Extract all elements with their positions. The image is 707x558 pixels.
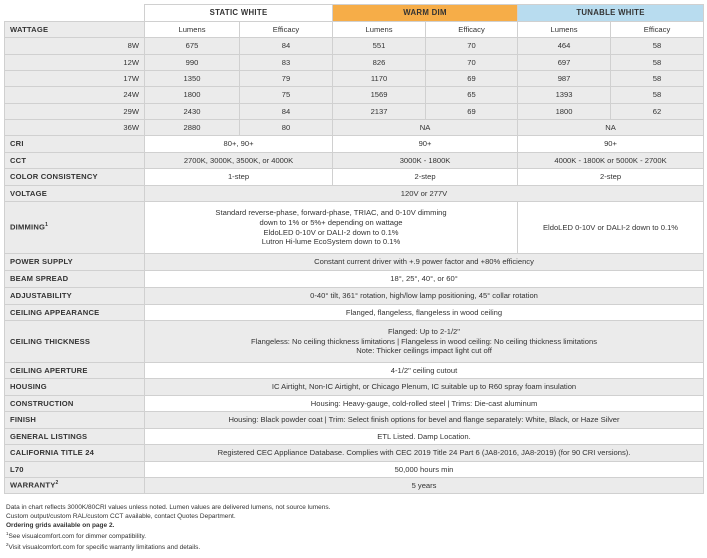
warm-lumens: 1170 xyxy=(333,71,426,87)
warm-lumens: 1569 xyxy=(333,87,426,104)
power-supply-value: Constant current driver with +.9 power factor and +80% efficiency xyxy=(145,254,704,271)
construction-row xyxy=(5,396,704,412)
tunable-lumens: 987 xyxy=(518,71,611,87)
note-data: Data in chart reflects 3000K/80CRI values unless noted. Lumen values are delivered lumens, not source lumens. xyxy=(6,504,331,511)
title24-value: Registered CEC Appliance Database. Complies with CEC 2019 Title 24 Part 6 (JA8-2016, JA8-2019) (for 90 CRI versions). xyxy=(145,445,704,462)
construction-label: CONSTRUCTION xyxy=(5,396,145,412)
warm-lumens-head: Lumens xyxy=(333,22,426,38)
l70-row xyxy=(5,462,704,478)
cri-static: 80+, 90+ xyxy=(145,136,333,153)
footnotes xyxy=(6,504,330,553)
wattage-value: 12W xyxy=(5,55,145,71)
cri-warm: 90+ xyxy=(333,136,518,153)
tunable-na: NA xyxy=(518,120,704,136)
static-efficacy: 84 xyxy=(240,38,333,55)
static-efficacy: 75 xyxy=(240,87,333,104)
tunable-lumens-head: Lumens xyxy=(518,22,611,38)
cct-static: 2700K, 3000K, 3500K, or 4000K xyxy=(145,153,333,169)
warm-efficacy: 69 xyxy=(426,104,518,120)
cri-row xyxy=(5,136,704,153)
warranty-label: WARRANTY$^2$ xyxy=(5,478,145,494)
l70-value: 50,000 hours min xyxy=(145,462,704,478)
wattage-row xyxy=(5,71,704,87)
footnote-2: $^2$Visit visualcomfort.com for specific warranty limitations and details. xyxy=(6,542,201,552)
warm-lumens: 551 xyxy=(333,38,426,55)
dimming-standard: Standard reverse-phase, forward-phase, TRIAC, and 0-10V dimming down to 1% or 5%+ depending on wattage EldoLED 0-10V or DALI-2 down to 0.1% Lutron Hi-lume EcoSystem down to 0.1% xyxy=(145,202,518,254)
color-consistency-row xyxy=(5,169,704,186)
static-efficacy: 84 xyxy=(240,104,333,120)
tunable-lumens: 1800 xyxy=(518,104,611,120)
voltage-value: 120V or 277V xyxy=(145,186,704,202)
wattage-value: 36W xyxy=(5,120,145,136)
static-lumens: 1800 xyxy=(145,87,240,104)
wattage-value: 8W xyxy=(5,38,145,55)
warm-efficacy: 70 xyxy=(426,38,518,55)
cct-warm: 3000K - 1800K xyxy=(333,153,518,169)
warm-na: NA xyxy=(333,120,518,136)
static-lumens: 1350 xyxy=(145,71,240,87)
beam-spread-label: BEAM SPREAD xyxy=(5,271,145,288)
tunable-efficacy: 58 xyxy=(611,71,704,87)
dimming-tunable: EldoLED 0-10V or DALI-2 down to 0.1% xyxy=(518,202,704,254)
warranty-value: 5 years xyxy=(145,478,704,494)
l70-label: L70 xyxy=(5,462,145,478)
wattage-value: 29W xyxy=(5,104,145,120)
warranty-row xyxy=(5,478,704,494)
title24-label: CALIFORNIA TITLE 24 xyxy=(5,445,145,462)
housing-row xyxy=(5,379,704,396)
warm-lumens: 826 xyxy=(333,55,426,71)
dimming-row xyxy=(5,202,704,254)
static-lumens: 2430 xyxy=(145,104,240,120)
tunable-lumens: 464 xyxy=(518,38,611,55)
tunable-efficacy: 62 xyxy=(611,104,704,120)
static-efficacy: 79 xyxy=(240,71,333,87)
general-listings-value: ETL Listed. Damp Location. xyxy=(145,429,704,445)
cct-tunable: 4000K - 1800K or 5000K - 2700K xyxy=(518,153,704,169)
construction-value: Housing: Heavy-gauge, cold-rolled steel | Trims: Die-cast aluminum xyxy=(145,396,704,412)
wattage-row xyxy=(5,55,704,71)
static-lumens: 990 xyxy=(145,55,240,71)
wattage-value: 17W xyxy=(5,71,145,87)
cc-warm: 2-step xyxy=(333,169,518,186)
warm-dim-header: WARM DIM xyxy=(333,5,518,22)
wattage-row xyxy=(5,104,704,120)
power-supply-row xyxy=(5,254,704,271)
tunable-efficacy-head: Efficacy xyxy=(611,22,704,38)
finish-value: Housing: Black powder coat | Trim: Select finish options for bevel and flange separately: White, Black, or Haze Silver xyxy=(145,412,704,429)
ceiling-appearance-label: CEILING APPEARANCE xyxy=(5,305,145,321)
wattage-row xyxy=(5,87,704,104)
note-ordering: Ordering grids available on page 2. xyxy=(6,521,115,529)
general-listings-row xyxy=(5,429,704,445)
group-header-row xyxy=(5,5,704,22)
wattage-value: 24W xyxy=(5,87,145,104)
housing-label: HOUSING xyxy=(5,379,145,396)
ceiling-thickness-label: CEILING THICKNESS xyxy=(5,321,145,363)
static-lumens: 675 xyxy=(145,38,240,55)
voltage-row xyxy=(5,186,704,202)
tunable-efficacy: 58 xyxy=(611,55,704,71)
warm-efficacy: 70 xyxy=(426,55,518,71)
tunable-white-header: TUNABLE WHITE xyxy=(518,5,704,22)
title24-row xyxy=(5,445,704,462)
warm-efficacy: 65 xyxy=(426,87,518,104)
general-listings-label: GENERAL LISTINGS xyxy=(5,429,145,445)
ceiling-appearance-row xyxy=(5,305,704,321)
static-white-header: STATIC WHITE xyxy=(145,5,333,22)
cri-label: CRI xyxy=(5,136,145,153)
ceiling-thickness-value: Flanged: Up to 2-1/2" Flangeless: No ceiling thickness limitations | Flangeless in wood ceiling: No ceiling thickness limitations Note: Thicker ceilings impact light cut off xyxy=(145,321,704,363)
static-efficacy: 83 xyxy=(240,55,333,71)
cct-row xyxy=(5,153,704,169)
voltage-label: VOLTAGE xyxy=(5,186,145,202)
wattage-row xyxy=(5,120,704,136)
static-efficacy: 80 xyxy=(240,120,333,136)
cc-tunable: 2-step xyxy=(518,169,704,186)
blank-corner xyxy=(5,5,145,22)
ceiling-aperture-label: CEILING APERTURE xyxy=(5,363,145,379)
tunable-efficacy: 58 xyxy=(611,38,704,55)
spec-table xyxy=(4,4,704,494)
ceiling-aperture-row xyxy=(5,363,704,379)
tunable-efficacy: 58 xyxy=(611,87,704,104)
static-lumens: 2880 xyxy=(145,120,240,136)
adjustability-row xyxy=(5,288,704,305)
warm-efficacy-head: Efficacy xyxy=(426,22,518,38)
ceiling-aperture-value: 4-1/2" ceiling cutout xyxy=(145,363,704,379)
adjustability-label: ADJUSTABILITY xyxy=(5,288,145,305)
tunable-lumens: 1393 xyxy=(518,87,611,104)
finish-label: FINISH xyxy=(5,412,145,429)
finish-row xyxy=(5,412,704,429)
adjustability-value: 0-40° tilt, 361° rotation, high/low lamp positioning, 45° collar rotation xyxy=(145,288,704,305)
static-lumens-head: Lumens xyxy=(145,22,240,38)
tunable-lumens: 697 xyxy=(518,55,611,71)
housing-value: IC Airtight, Non-IC Airtight, or Chicago Plenum, IC suitable up to R60 spray foam insulation xyxy=(145,379,704,396)
dimming-label: DIMMING$^1$ xyxy=(5,202,145,254)
wattage-row xyxy=(5,38,704,55)
color-consistency-label: COLOR CONSISTENCY xyxy=(5,169,145,186)
subheader-row xyxy=(5,22,704,38)
cc-static: 1-step xyxy=(145,169,333,186)
footnote-1: $^1$See visualcomfort.com for dimmer compatibility. xyxy=(6,530,147,541)
beam-spread-value: 18°, 25°, 40°, or 60° xyxy=(145,271,704,288)
wattage-label: WATTAGE xyxy=(5,22,145,38)
beam-spread-row xyxy=(5,271,704,288)
ceiling-appearance-value: Flanged, flangeless, flangeless in wood ceiling xyxy=(145,305,704,321)
ceiling-thickness-row xyxy=(5,321,704,363)
cct-label: CCT xyxy=(5,153,145,169)
power-supply-label: POWER SUPPLY xyxy=(5,254,145,271)
warm-lumens: 2137 xyxy=(333,104,426,120)
static-efficacy-head: Efficacy xyxy=(240,22,333,38)
warm-efficacy: 69 xyxy=(426,71,518,87)
cri-tunable: 90+ xyxy=(518,136,704,153)
note-custom: Custom output/custom RAL/custom CCT available, contact Quotes Department. xyxy=(6,512,236,520)
